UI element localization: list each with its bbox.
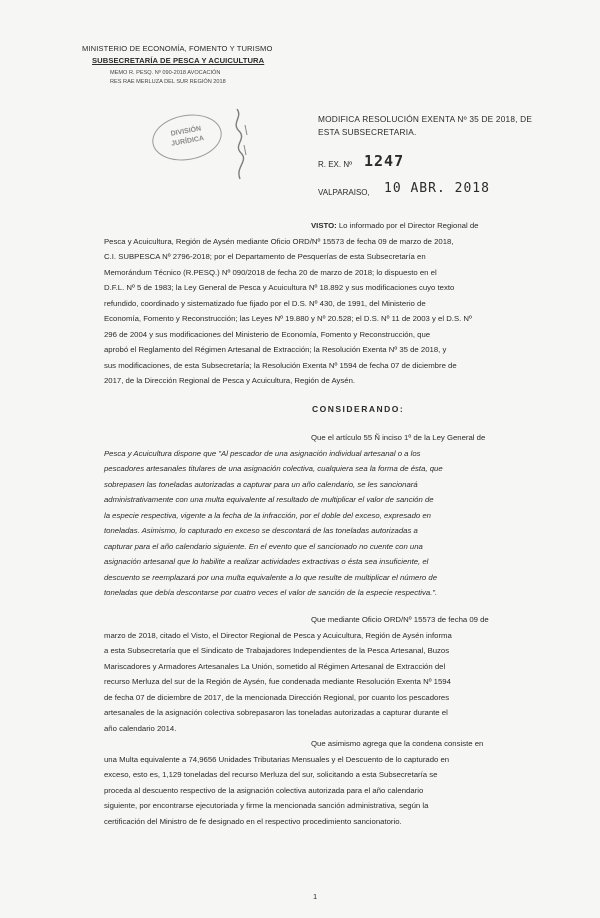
page-number: 1 [313, 892, 318, 901]
p2-line-7: artesanales de la asignación colectiva sobrepasaron las toneladas autorizadas a capturar durante el [104, 708, 448, 718]
visto-line-5: D.F.L. Nº 5 de 1983; la Ley General de Pesca y Acuicultura Nº 18.892 y sus modificaciones cuyo texto [104, 283, 455, 293]
ministry-name: MINISTERIO DE ECONOMÍA, FOMENTO Y TURISMO [82, 44, 273, 53]
considerando-paragraph-3 [104, 736, 519, 829]
p1-line-9: asignación artesanal que lo habilite a realizar actividades extractivas o ésta sea insuficiente, el [104, 557, 429, 567]
visto-line-8: 296 de 2004 y sus modificaciones del Ministerio de Economía, Fomento y Reconstrucción, que [104, 329, 431, 339]
p2-line-2: marzo de 2018, citado el Visto, el Director Regional de Pesca y Acuicultura, Región de Aysén informa [104, 630, 452, 640]
division-juridica-stamp [149, 109, 226, 165]
date-value: 10 ABR. 2018 [384, 181, 490, 196]
p1-line-6: la especie respectiva, vigente a la fecha de la infracción, por el doble del exceso, expresado en [104, 510, 431, 520]
p3-line-4: proceda al descuento respectivo de la asignación colectiva autorizada para el año calendario [104, 785, 424, 795]
visto-first-line [104, 218, 519, 234]
p2-line-3: a esta Subsecretaría que el Sindicato de Trabajadores Independientes de la Pesca Artesanal, Buzos [104, 646, 450, 656]
p1-line-7: toneladas. Asimismo, lo capturado en exceso se descontará de las toneladas autorizadas a [104, 526, 418, 536]
visto-line-11: 2017, de la Dirección Regional de Pesca y Acuicultura, Región de Aysén. [104, 376, 356, 386]
visto-line-1: Lo informado por el Director Regional de [338, 221, 479, 230]
document-title-line-2: ESTA SUBSECRETARIA. [318, 127, 417, 137]
visto-line-7: Economía, Fomento y Reconstrucción; las Leyes Nº 19.880 y Nº 20.528; el D.S. Nº 11 de 2003 y el D.S. Nº [104, 314, 472, 324]
p3-line-3: exceso, esto es, 1,129 toneladas del recurso Merluza del sur, solicitando a esta Subsecretaría se [104, 770, 438, 780]
p1-line-4: sobrepasen las toneladas autorizadas a capturar para un año calendario, se les sancionará [104, 479, 418, 489]
subsecretaria-name: SUBSECRETARÍA DE PESCA Y ACUICULTURA [92, 56, 265, 65]
visto-heading: VISTO: [311, 221, 337, 230]
signature-scribble [225, 105, 255, 185]
resolution-number: 1247 [364, 152, 405, 170]
p3-line-5: siguiente, por encontrarse ejecutoriada y firme la mencionada sanción administrativa, según la [104, 801, 429, 811]
p1-line-11: toneladas que debía descontarse por cuatro veces el valor de sanción de la especie respectiva.". [104, 588, 438, 598]
p3-line-6: certificación del Ministro de fe designado en el respectivo procedimiento sancionatorio. [104, 816, 402, 826]
p1-line-1: Que el artículo 55 Ñ inciso 1º de la Ley General de [311, 433, 486, 442]
considerando-heading: CONSIDERANDO: [312, 404, 405, 414]
visto-line-9: aprobó el Reglamento del Régimen Artesanal de Extracción; la Resolución Exenta Nº 35 de 2018, y [104, 345, 447, 355]
p2-line-8: año calendario 2014. [104, 723, 177, 733]
p1-line-2: Pesca y Acuicultura dispone que "Al pescador de una asignación individual artesanal o a los [104, 448, 421, 458]
p1-line-5: administrativamente con una multa equivalente al resultado de multiplicar el valor de sanción de [104, 495, 434, 505]
p1-line-10: descuento se reemplazará por una multa equivalente a lo que resulte de multiplicar el número de [104, 572, 438, 582]
resolution-label: R. EX. Nº [318, 160, 353, 169]
considerando-paragraph-2 [104, 612, 519, 736]
visto-section [104, 218, 519, 389]
visto-line-10: sus modificaciones, de esta Subsecretaría; la Resolución Exenta Nº 1594 de fecha 07 de diciembre de [104, 360, 457, 370]
p2-line-1: Que mediante Oficio ORD/Nº 15573 de fecha 09 de [311, 615, 489, 624]
visto-line-2: Pesca y Acuicultura, Región de Aysén mediante Oficio ORD/Nº 15573 de fecha 09 de marzo de 2018, [104, 236, 454, 246]
p2-line-6: de fecha 07 de diciembre de 2017, de la mencionada Dirección Regional, por cuanto los pescadores [104, 692, 450, 702]
p2-line-4: Mariscadores y Armadores Artesanales La Unión, sometido al Régimen Artesanal de Extracción del [104, 661, 446, 671]
p3-line-2: una Multa equivalente a 74,9656 Unidades Tributarias Mensuales y el Descuento de lo capturado en [104, 754, 450, 764]
stamp-line-1: DIVISIÓN [170, 125, 202, 138]
considerando-paragraph-1 [104, 430, 519, 601]
date-place: VALPARAISO, [318, 188, 370, 197]
visto-line-6: refundido, coordinado y sistematizado fue fijado por el D.S. Nº 430, de 1991, del Ministerio de [104, 298, 426, 308]
p1-line-8: capturar para el año calendario siguiente. En el evento que el sancionado no cuente con una [104, 541, 423, 551]
document-title-line-1: MODIFICA RESOLUCIÓN EXENTA Nº 35 DE 2018, DE [318, 114, 533, 124]
memo-reference: MEMO R. PESQ. Nº 090-2018 AVOCACIÓN [110, 70, 221, 76]
visto-line-4: Memorándum Técnico (R.PESQ.) Nº 090/2018 de fecha 20 de marzo de 2018; lo dispuesto en el [104, 267, 437, 277]
p1-line-3: pescadores artesanales titulares de una asignación colectiva, cualquiera sea la forma de ésta, que [104, 464, 443, 474]
resolution-reference: RES RAE MERLUZA DEL SUR REGIÓN 2018 [110, 79, 226, 85]
p2-line-5: recurso Merluza del sur de la Región de Aysén, fue condenada mediante Resolución Exenta Nº 1594 [104, 677, 451, 687]
p3-line-1: Que asimismo agrega que la condena consiste en [311, 739, 484, 748]
stamp-line-2: JURÍDICA [170, 135, 205, 148]
visto-line-3: C.I. SUBPESCA Nº 2796-2018; por el Departamento de Pesquerías de esta Subsecretaría en [104, 252, 426, 262]
